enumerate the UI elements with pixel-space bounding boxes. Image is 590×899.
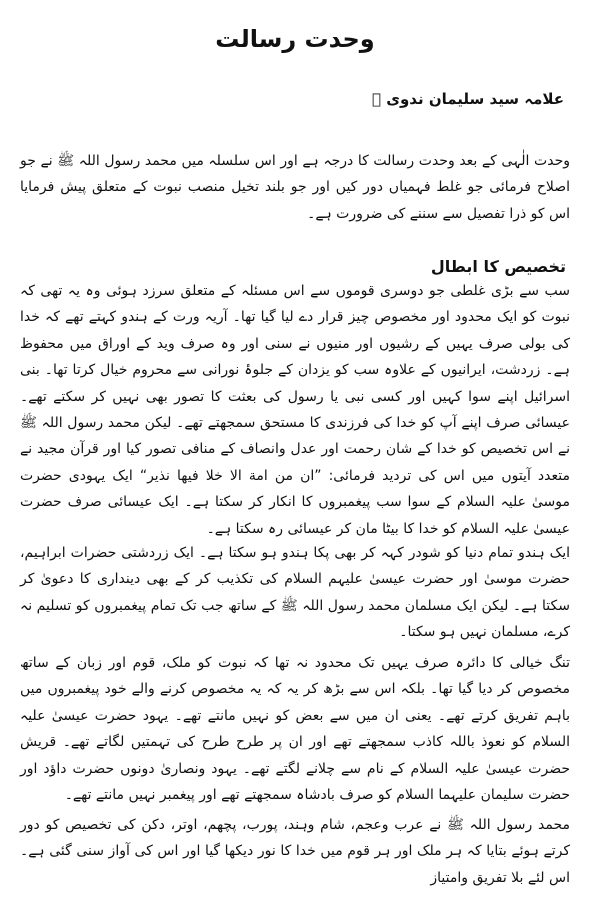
paragraph-third (20, 650, 570, 808)
paragraph-text: تنگ خیالی کا دائرہ صرف یہیں تک محدود نہ تھا کہ نبوت کو ملک، قوم اور زبان کے ساتھ مخصوص کر دیا گیا تھا۔ بلکہ اس سے بڑھ کر یہ کہ یہ مخصوص کرنے والے خود پیغمبروں میں باہم تفریق کرتے تھے۔ یعنی ان میں سے بعض کو نہیں مانتے تھے۔ یہود حضرت عیسیٰ علیہ السلام کو نعوذ باللہ کاذب سمجھتے تھے اور ان پر طرح طرح کی تہمتیں لگاتے تھے۔ قریش حضرت عیسیٰ علیہ السلام کے نام سے چلانے لگتے تھے۔ یہود ونصاریٰ دونوں حضرت داؤد اور حضرت سلیمان علیہما السلام کو صرف بادشاہ سمجھتے تھے اور پیغمبر نہیں مانتے تھے۔ (20, 655, 570, 804)
paragraph-fourth (20, 812, 570, 891)
paragraph-text: ایک ہندو تمام دنیا کو شودر کہہ کر بھی پکا ہندو ہو سکتا ہے۔ ایک زردشتی حضرات ابراہیم، حضرت موسیٰ اور حضرت عیسیٰ علیہم السلام کی تکذیب کر کے بھی دینداری کا دعویٰ کر سکتا ہے۔ لیکن ایک مسلمان محمد رسول اللہ ﷺ کے ساتھ جب تک تمام پیغمبروں کو تسلیم نہ کرے، مسلمان نہیں ہو سکتا۔ (20, 545, 570, 641)
section-heading: تخصیص کا ابطال (430, 257, 566, 276)
paragraph-second (20, 540, 570, 646)
author-line: علامہ سید سلیمان ندوی ﷫ (372, 90, 564, 108)
page-title: وحدت رسالت (215, 25, 375, 53)
paragraph-intro (20, 148, 570, 227)
paragraph-text: وحدت الٰہی کے بعد وحدت رسالت کا درجہ ہے اور اس سلسلہ میں محمد رسول اللہ ﷺ نے جو اصلاح فرمائی جو غلط فہمیاں دور کیں اور جو بلند تخیل منصب نبوت کے متعلق پیش فرمایا اس کو ذرا تفصیل سے سننے کی ضرورت ہے۔ (20, 153, 570, 222)
paragraph-text: سب سے بڑی غلطی جو دوسری قوموں سے اس مسئلہ کے متعلق سرزد ہوئی وہ یہ تھی کہ نبوت کو ایک محدود اور مخصوص چیز قرار دے لیا گیا تھا۔ آریہ ورت کے ہندو کہتے تھے کہ خدا کی بولی صرف یہیں کے رشیوں اور منیوں نے سنی اور وہ صرف وید کے اوراق میں محفوظ ہے۔ زردشت، ایرانیوں کے علاوہ سب کو یزدان کے جلوۂ نورانی سے محروم خیال کرتا تھا۔ بنی اسرائیل اپنے سوا کہیں اور کسی نبی یا رسول کی بعثت کا تصور بھی نہیں کر سکتے تھے۔ عیسائی صرف اپنے آپ کو خدا کی فرزندی کا مستحق سمجھتے تھے۔ لیکن محمد رسول اللہ ﷺ نے اس تخصیص کو خدا کے شان رحمت اور عدل وانصاف کے منافی تصور کیا اور قرآن مجید نے متعدد آیتوں میں اس کی تردید فرمائی: ”ان من امة الا خلا فیھا نذیر“ ایک یہودی حضرت موسیٰ علیہ السلام کے سوا سب پیغمبروں کا انکار کر سکتا ہے۔ ایک عیسائی صرف حضرت عیسیٰ علیہ السلام کو خدا کا بیٹا مان کر عیسائی رہ سکتا ہے۔ (20, 283, 570, 537)
paragraph-text: محمد رسول اللہ ﷺ نے عرب وعجم، شام وہند، پورب، پچھم، اوتر، دکن کی تخصیص کو دور کرتے ہوئے بتایا کہ ہر ملک اور ہر قوم میں خدا کا نور دیکھا گیا اور اس کی آواز سنی گئی ہے۔ اس لئے بلا تفریق وامتیاز (20, 817, 570, 886)
paragraph-main (20, 278, 570, 542)
